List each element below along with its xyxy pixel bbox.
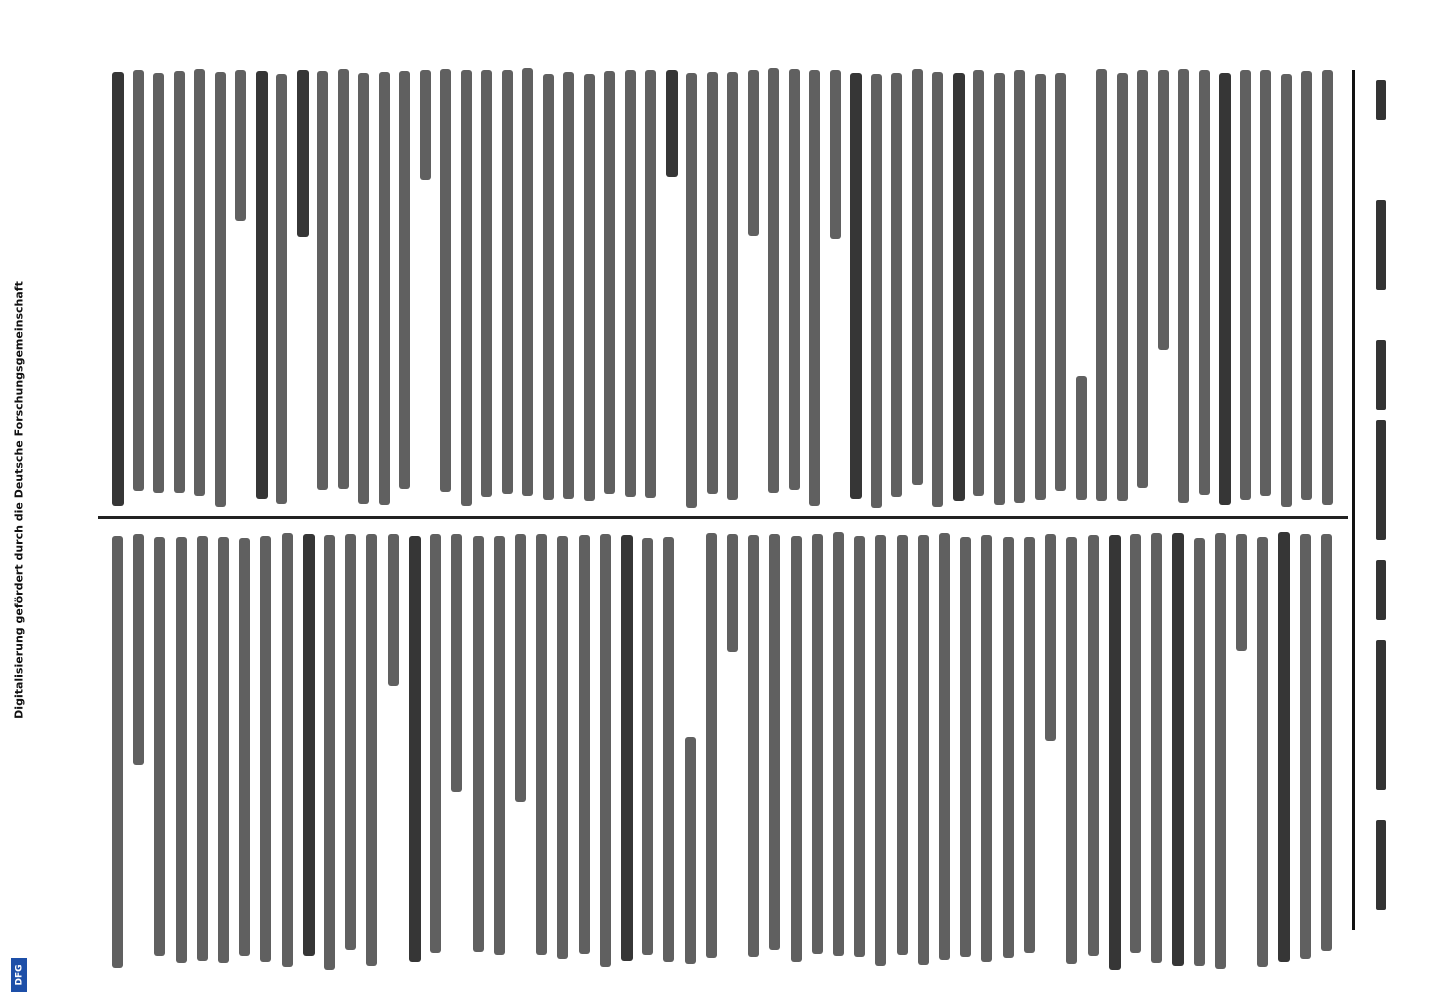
text-line: [981, 535, 992, 961]
text-line: [276, 74, 287, 504]
text-line: [358, 73, 369, 504]
text-line: [748, 535, 759, 957]
digitization-footer: [8, 0, 30, 1000]
text-line: [1199, 70, 1210, 495]
header-text-segment: [1376, 200, 1386, 290]
text-line: [440, 69, 451, 493]
text-line: [338, 69, 349, 489]
text-line: [317, 71, 328, 490]
text-line: [1215, 533, 1226, 968]
text-line: [235, 70, 246, 221]
text-line: [1137, 70, 1148, 488]
text-line: [604, 71, 615, 495]
text-line: [1219, 73, 1231, 505]
text-line: [912, 69, 923, 486]
text-line: [409, 536, 421, 962]
text-line: [256, 71, 268, 499]
text-line: [239, 538, 250, 956]
text-line: [1321, 534, 1332, 951]
text-line: [727, 534, 738, 652]
text-line: [1281, 74, 1292, 508]
text-line: [345, 534, 356, 951]
header-text-segment: [1376, 560, 1386, 620]
column-text-lines: [110, 62, 1340, 508]
text-line: [875, 535, 886, 966]
text-line: [194, 69, 205, 495]
text-line: [154, 537, 165, 956]
text-line: [502, 70, 513, 494]
text-line: [666, 70, 678, 177]
text-line: [176, 537, 187, 963]
text-column-lower: [110, 526, 1340, 972]
header-text-segment: [1376, 820, 1386, 910]
text-line: [812, 534, 823, 954]
text-line: [324, 535, 335, 971]
text-line: [1278, 532, 1290, 962]
text-line: [174, 71, 185, 493]
text-line: [481, 70, 492, 497]
text-line: [379, 72, 390, 505]
dfg-logo: [11, 958, 27, 992]
text-line: [215, 72, 226, 506]
text-line: [282, 533, 293, 967]
text-line: [563, 72, 574, 499]
text-line: [1178, 69, 1189, 503]
text-line: [543, 74, 554, 500]
text-line: [430, 534, 441, 953]
text-line: [494, 536, 505, 954]
text-line: [451, 534, 462, 792]
text-line: [1322, 70, 1333, 505]
text-line: [153, 73, 164, 492]
text-line: [891, 73, 902, 497]
header-text-segment: [1376, 340, 1386, 410]
text-line: [1055, 73, 1066, 491]
text-line: [897, 535, 908, 955]
text-line: [871, 74, 882, 508]
text-line: [1158, 70, 1169, 350]
text-line: [809, 70, 820, 506]
text-line: [600, 534, 611, 967]
text-line: [1066, 537, 1077, 964]
column-divider: [98, 516, 1348, 519]
text-line: [833, 532, 844, 955]
text-line: [388, 534, 399, 686]
text-line: [748, 70, 759, 236]
text-line: [707, 72, 718, 495]
text-line: [1088, 535, 1099, 957]
text-line: [1257, 537, 1268, 967]
text-line: [1240, 70, 1251, 500]
header-text-segment: [1376, 80, 1386, 120]
text-line: [218, 537, 229, 963]
text-line: [727, 72, 738, 500]
text-line: [686, 73, 697, 508]
text-line: [791, 536, 802, 962]
text-line: [768, 68, 779, 493]
text-line: [621, 535, 633, 961]
text-line: [1024, 537, 1035, 953]
text-line: [557, 536, 568, 959]
text-line: [536, 534, 547, 955]
text-line: [1096, 69, 1107, 501]
text-line: [1194, 538, 1205, 967]
text-line: [133, 534, 144, 765]
text-line: [1301, 71, 1312, 500]
text-line: [953, 73, 965, 501]
column-text-lines: [110, 526, 1340, 972]
header-rule: [1352, 70, 1355, 930]
text-line: [260, 536, 271, 962]
text-line: [584, 74, 595, 502]
text-line: [1109, 535, 1121, 969]
text-line: [522, 68, 533, 496]
text-line: [854, 536, 865, 957]
text-line: [994, 73, 1005, 505]
text-line: [1236, 534, 1247, 651]
text-line: [625, 70, 636, 496]
text-line: [1045, 534, 1056, 741]
text-line: [789, 69, 800, 490]
dfg-logo-text: DFG: [14, 964, 25, 986]
text-line: [960, 537, 971, 957]
text-line: [939, 533, 950, 960]
text-line: [1014, 70, 1025, 503]
text-line: [133, 70, 144, 491]
header-text-segment: [1376, 420, 1386, 540]
text-line: [112, 72, 124, 506]
text-line: [420, 70, 431, 180]
text-column-upper: [110, 62, 1340, 508]
text-line: [1003, 537, 1014, 958]
text-line: [918, 535, 929, 965]
footer-text: Digitalisierung gefördert durch die Deutsche Forschungsgemeinschaft: [12, 281, 26, 719]
header-text-segment: [1376, 640, 1386, 790]
text-line: [973, 70, 984, 495]
text-line: [197, 536, 208, 961]
text-line: [685, 737, 696, 964]
text-line: [1151, 533, 1162, 963]
text-line: [1260, 70, 1271, 496]
text-line: [1172, 533, 1184, 966]
text-line: [579, 535, 590, 954]
text-line: [1117, 73, 1128, 501]
text-line: [303, 534, 315, 956]
text-line: [366, 534, 377, 965]
text-line: [399, 71, 410, 489]
text-line: [515, 534, 526, 802]
text-line: [1130, 534, 1141, 953]
text-line: [706, 533, 717, 958]
text-line: [663, 537, 674, 963]
text-line: [1300, 534, 1311, 960]
text-line: [461, 70, 472, 506]
text-line: [473, 536, 484, 953]
text-line: [1035, 74, 1046, 500]
text-line: [645, 70, 656, 498]
text-line: [112, 536, 123, 968]
text-line: [297, 70, 309, 237]
running-header: [1362, 80, 1400, 920]
text-line: [642, 538, 653, 955]
text-line: [850, 73, 862, 499]
text-line: [769, 534, 780, 950]
text-line: [932, 72, 943, 506]
text-line: [1076, 376, 1087, 500]
text-line: [830, 70, 841, 239]
